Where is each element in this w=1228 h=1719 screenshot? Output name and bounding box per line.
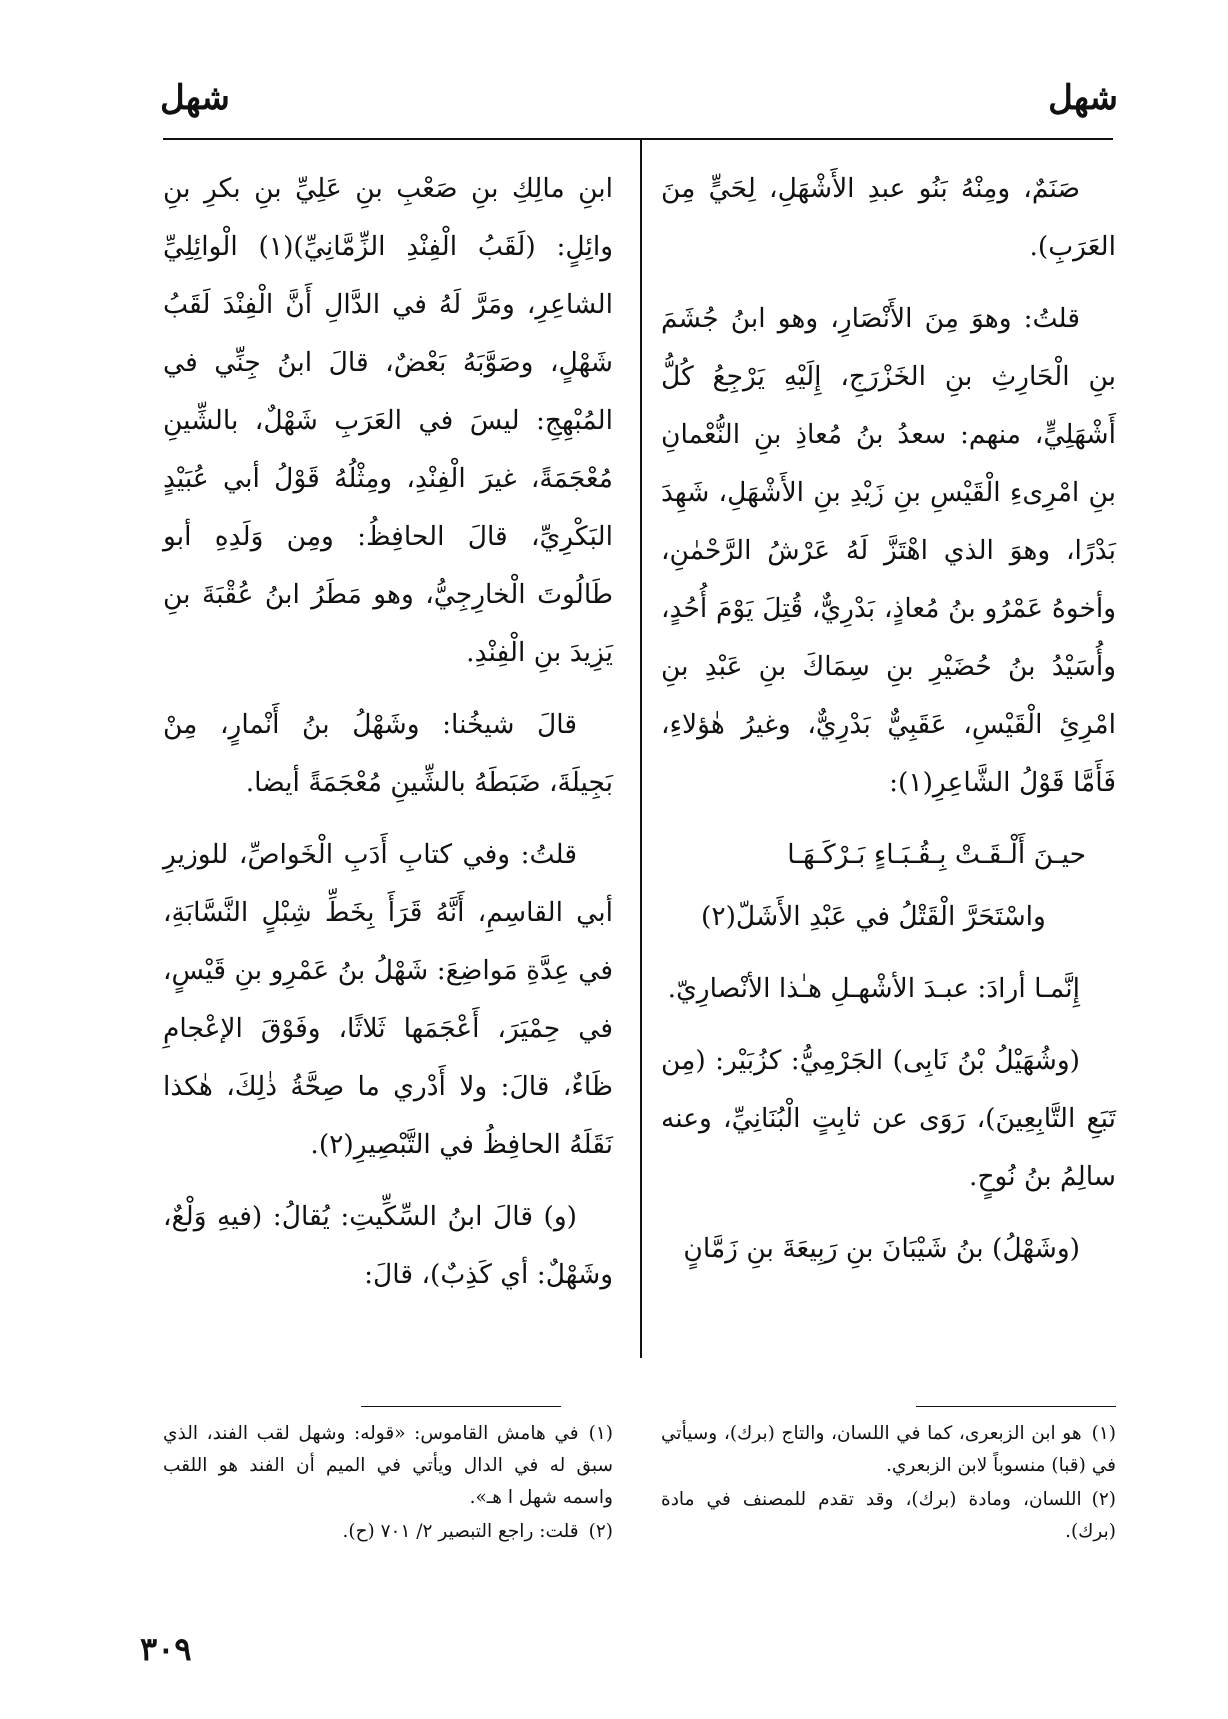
- column-divider: [640, 140, 642, 1358]
- left-paragraph-3: قلتُ: وفي كتابِ أَدَبِ الْخَواصِّ، للوزيرِ أبي القاسِمِ، أَنَّهُ قَرَأَ بِخَطِّ شِبْلٍ النَّسَّابَةِ، في عِدَّةِ مَواضِعَ: شَهْلُ بنُ عَمْرِو بنِ قَيْسٍ، في حِمْيَرَ، أَعْجَمَها ثَلاثًا، وفَوْقَ الإعْجامِ ظَاءٌ، قالَ: ولا أَدْري ما صِحَّةُ ذٰلِكَ، هٰكذا نَقَلَهُ الحافِظُ في التَّبْصِيرِ(٢).: [163, 839, 613, 1160]
- footnote-text: قلت: راجع التبصير ٢/ ٧٠١ (ح).: [342, 1521, 579, 1542]
- footnote: [163, 1516, 613, 1548]
- footnote-text: هو ابن الزبعرى، كما في اللسان، والتاج (برك)، وسيأتي في (قبا) منسوباً لابن الزبعري.: [661, 1423, 1116, 1476]
- left-paragraph-1: ابنِ مالِكِ بنِ صَعْبِ بنِ عَلِيِّ بنِ بكرِ بنِ وائِلٍ: (لَقَبُ الْفِنْدِ الزِّمَّانِيِّ)(١) الْوائِلِيِّ الشاعِرِ، ومَرَّ لَهُ في الدَّالِ أَنَّ الْفِنْدَ لَقَبُ شَهْلٍ، وصَوَّبَهُ بَعْضٌ، قالَ ابنُ جِنِّي في المُبْهِجِ: ليسَ في العَرَبِ شَهْلٌ، بالشِّينِ مُعْجَمَةً، غيرَ الْفِنْدِ، ومِثْلُهُ قَوْلُ أبي عُبَيْدٍ البَكْرِيِّ، قالَ الحافِظُ: ومِن وَلَدِهِ أبو طَالُوتَ الْخارِجِيُّ، وهو مَطَرُ ابنُ عُقْبَةَ بنِ يَزِيدَ بنِ الْفِنْدِ.: [163, 173, 613, 668]
- footnote: [661, 1418, 1116, 1482]
- footnote-text: في هامش القاموس: «قوله: وشهل لقب الفند، الذي سبق له في الدال ويأتي في الميم أن الفند هو اللقب واسمه شهل ا هـ».: [163, 1423, 613, 1508]
- footnote-number: (١): [1091, 1423, 1116, 1444]
- footnotes-left: [163, 1418, 613, 1550]
- left-column: [163, 160, 613, 1318]
- footnote: [163, 1418, 613, 1514]
- footnote-rule-left: [361, 1406, 561, 1407]
- right-paragraph-2: قلتُ: وهوَ مِنَ الأَنْصَارِ، وهو ابنُ جُشَمَ بنِ الْحَارِثِ بنِ الخَزْرَجِ، إِلَيْهِ يَرْجِعُ كُلُّ أَشْهَلِيٍّ، منهم: سعدُ بنُ مُعاذِ بنِ النُّعْمانِ بنِ امْرِىءِ الْقَيْسِ بنِ زَيْدِ بنِ الأَشْهَلِ، شَهِدَ بَدْرًا، وهوَ الذي اهْتَزَّ لَهُ عَرْشُ الرَّحْمٰنِ، وأخوهُ عَمْرُو بنُ مُعاذٍ، بَدْرِيٌّ، قُتِلَ يَوْمَ أُحُدٍ، وأُسَيْدُ بنُ حُضَيْرِ بنِ سِمَاكَ بنِ عَبْدِ بنِ امْرِئِ الْقَيْسِ، عَقَبِيٌّ بَدْرِيٌّ، وغيرُ هٰؤلاءِ، فَأَمَّا قَوْلُ الشَّاعِرِ(١):: [661, 303, 1116, 798]
- left-paragraph-2: قالَ شيخُنا: وشَهْلُ بنُ أَنْمارٍ، مِنْ بَجِيلَةَ، ضَبَطَهُ بالشِّينِ مُعْجَمَةً أيضا.: [163, 709, 613, 798]
- running-head-right: شهل: [1048, 78, 1118, 118]
- right-paragraph-5: (وشَهْلُ) بنُ شَيْبَانَ بنِ رَبِيعَةَ بنِ زَمَّانٍ: [683, 1233, 1080, 1264]
- footnote-text: اللسان، ومادة (برك)، وقد تقدم للمصنف في مادة (برك).: [661, 1489, 1116, 1542]
- verse-line-1: حيـنَ أَلْـقَـتْ بِـقُـبَـاءٍ بَـرْكَـهَـا: [787, 839, 1086, 870]
- right-paragraph-3: إِنَّمـا أرادَ: عبـدَ الأشْهـلِ هـٰذا الأنْصارِيّ.: [667, 973, 1080, 1004]
- right-column: [661, 160, 1116, 1292]
- left-paragraph-4: (و) قالَ ابنُ السِّكِّيتِ: يُقالُ: (فيهِ وَلْعٌ، وشَهْلٌ: أي كَذِبٌ)، قالَ:: [163, 1201, 613, 1290]
- page-number: ٣٠٩: [140, 1630, 192, 1668]
- footnotes-right: [661, 1418, 1116, 1550]
- running-head-left: شهل: [160, 78, 230, 118]
- right-paragraph-1: صَنَمٌ، ومِنْهُ بَنُو عبدِ الأَشْهَلِ، لِحَيٍّ مِنَ العَرَبِ).: [661, 173, 1116, 262]
- footnote-number: (٢): [1091, 1489, 1116, 1510]
- verse-line-2: واسْتَحَرَّ الْقَتْلُ في عَبْدِ الأَشَلّ(٢): [701, 901, 1046, 932]
- header-rule: [163, 138, 1113, 140]
- right-paragraph-4: (وشُهَيْلُ بْنُ نَابِى) الجَرْمِيُّ: كزُبَيْر: (مِن تَبَعِ التَّابِعِينَ)، رَوَى عن ثابِتٍ الْبُنَانِيِّ، وعنه سالِمُ بنُ نُوحٍ.: [661, 1045, 1116, 1192]
- footnote-number: (١): [588, 1423, 613, 1444]
- footnote: [661, 1484, 1116, 1548]
- footnote-rule-right: [916, 1406, 1116, 1407]
- footnote-number: (٢): [588, 1521, 613, 1542]
